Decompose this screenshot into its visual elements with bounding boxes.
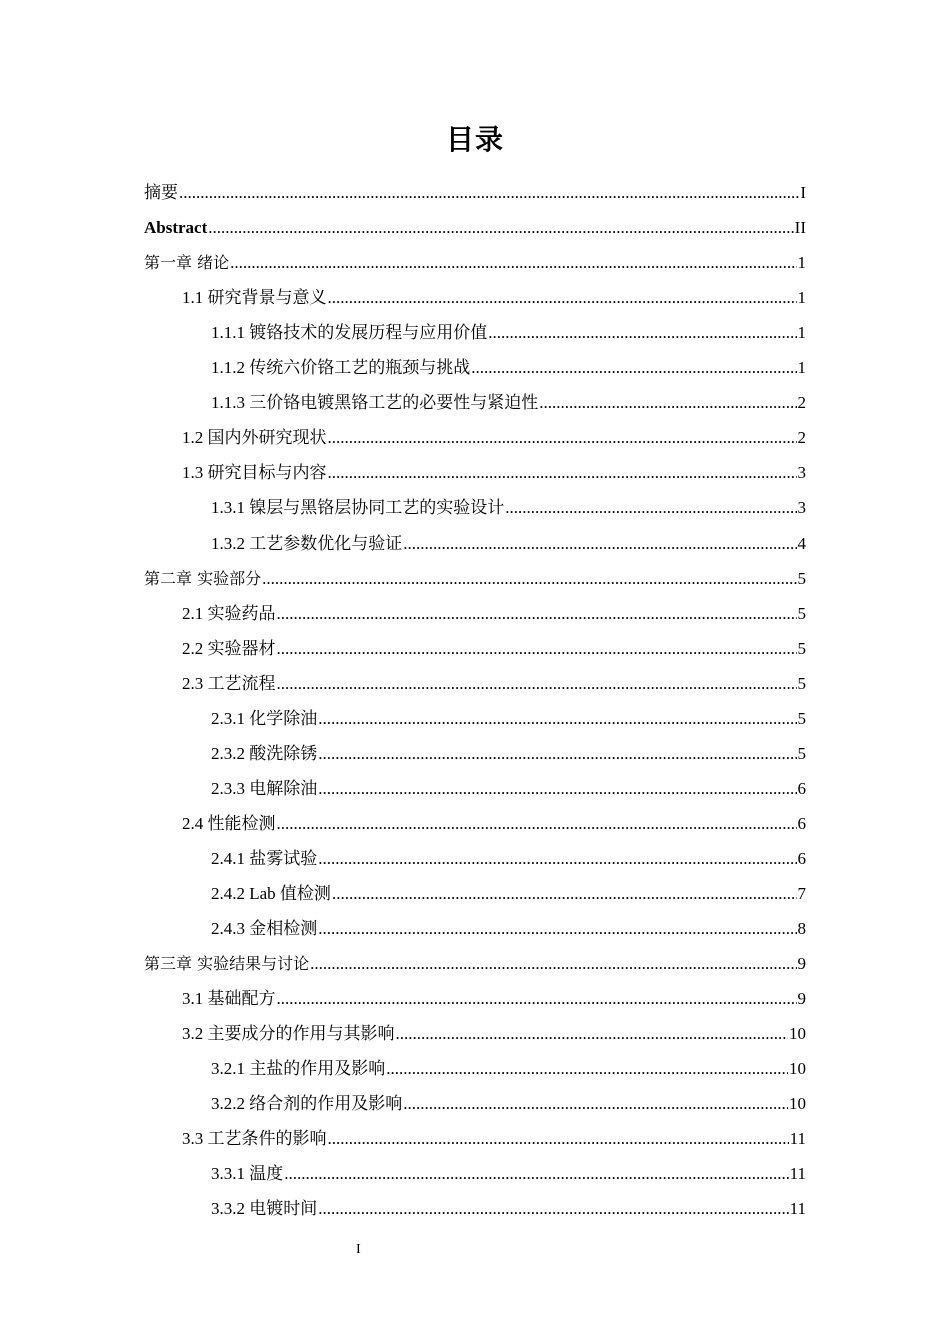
dot-leader <box>403 533 796 555</box>
toc-entry-page: 5 <box>797 708 806 728</box>
toc-entry-label: 2.4 性能检测 <box>182 813 276 833</box>
toc-entry[interactable] <box>144 941 806 975</box>
dot-leader <box>505 497 796 519</box>
toc-entry[interactable] <box>211 345 806 379</box>
dot-leader <box>328 462 797 484</box>
toc-entry-page: 5 <box>797 673 806 693</box>
dot-leader <box>318 848 796 870</box>
toc-entry-label: 2.4.2 Lab 值检测 <box>211 884 331 903</box>
toc-entry-page: 5 <box>797 638 806 658</box>
dot-leader <box>328 287 797 309</box>
toc-entry-label: 2.1 实验药品 <box>182 603 276 623</box>
toc-entry-page: 8 <box>797 919 806 939</box>
toc-entry-label: 1.3.2 工艺参数优化与验证 <box>211 533 403 553</box>
toc-entry[interactable] <box>182 1116 806 1150</box>
toc-entry-label: 3.2 主要成分的作用与其影响 <box>182 1024 395 1044</box>
toc-entry-label: 3.1 基础配方 <box>182 989 276 1009</box>
toc-entry-label: 2.4.1 盐雾试验 <box>211 848 318 868</box>
toc-entry-page: 6 <box>797 778 806 798</box>
toc-entry-page: 10 <box>789 1024 806 1044</box>
toc-entry-label: 1.1.3 三价铬电镀黑铬工艺的必要性与紧迫性 <box>211 393 539 413</box>
toc-entry[interactable] <box>211 380 806 414</box>
toc-entry-page: 2 <box>797 393 806 413</box>
toc-entry-label: 1.1 研究背景与意义 <box>182 288 327 308</box>
dot-leader <box>277 673 797 695</box>
toc-entry-label: 1.1.2 传统六价铬工艺的瓶颈与挑战 <box>211 358 471 378</box>
toc-entry-page: 2 <box>797 428 806 448</box>
toc-entry-label: 摘要 <box>144 183 178 202</box>
dot-leader <box>328 1128 789 1150</box>
toc-entry-page: 11 <box>789 1199 806 1219</box>
toc-entry[interactable] <box>211 906 806 940</box>
dot-leader <box>318 778 796 800</box>
toc-entry-page: 10 <box>789 1059 806 1079</box>
toc-entry[interactable] <box>211 696 806 730</box>
toc-entry[interactable] <box>144 170 806 204</box>
toc-entry[interactable] <box>211 766 806 800</box>
toc-entry-page: 4 <box>797 533 806 553</box>
toc-entry[interactable] <box>182 626 806 660</box>
toc-entry-label: Abstract <box>144 218 208 238</box>
toc-entry-page: 3 <box>797 498 806 518</box>
toc-entry-label: 2.3.3 电解除油 <box>211 778 318 798</box>
toc-entry-page: 3 <box>797 463 806 483</box>
toc-entry[interactable] <box>211 1151 806 1185</box>
toc-entry-label: 2.4.3 金相检测 <box>211 919 318 939</box>
toc-entry[interactable] <box>211 521 806 555</box>
toc-entry[interactable] <box>182 591 806 625</box>
dot-leader <box>284 1163 788 1185</box>
toc-entry[interactable] <box>182 275 806 309</box>
dot-leader <box>318 708 796 730</box>
toc-entry-page: 6 <box>797 813 806 833</box>
toc-entry[interactable] <box>211 1046 806 1080</box>
toc-entry-label: 3.2.1 主盐的作用及影响 <box>211 1059 386 1079</box>
toc-entry[interactable] <box>211 485 806 519</box>
toc-entry[interactable] <box>182 661 806 695</box>
toc-entry-page: 5 <box>797 568 806 588</box>
toc-entry-page: II <box>794 218 806 238</box>
toc-entry[interactable] <box>144 556 806 590</box>
toc-entry-page: 11 <box>789 1164 806 1184</box>
dot-leader <box>318 918 796 940</box>
toc-entry-label: 1.1.1 镀铬技术的发展历程与应用价值 <box>211 323 488 343</box>
toc-entry[interactable] <box>182 1011 806 1045</box>
toc-entry[interactable] <box>211 836 806 870</box>
page-number: I <box>356 1242 361 1257</box>
toc-entry-label: 1.3.1 镍层与黑铬层协同工艺的实验设计 <box>211 498 505 518</box>
toc-entry-page: I <box>800 183 806 202</box>
toc-entry-page: 1 <box>797 253 806 273</box>
dot-leader <box>310 953 796 975</box>
toc-entry[interactable] <box>211 1081 806 1115</box>
toc-entry[interactable] <box>211 310 806 344</box>
toc-entry-page: 10 <box>789 1094 806 1114</box>
toc-entry[interactable] <box>182 801 806 835</box>
toc-entry[interactable] <box>211 871 806 905</box>
toc-entry-page: 6 <box>797 848 806 868</box>
toc-title: 目录 <box>445 123 504 156</box>
toc-entry[interactable] <box>182 450 806 484</box>
toc-entry[interactable] <box>182 976 806 1010</box>
toc-entry-label: 2.3 工艺流程 <box>182 673 276 693</box>
toc-entry-label: 2.2 实验器材 <box>182 638 276 658</box>
toc-entry-page: 5 <box>797 743 806 763</box>
dot-leader <box>277 638 797 660</box>
dot-leader <box>396 1023 789 1045</box>
toc-entry-page: 5 <box>797 603 806 623</box>
toc-entry-page: 9 <box>797 954 806 974</box>
toc-entry-label: 3.3.1 温度 <box>211 1164 284 1184</box>
dot-leader <box>277 988 797 1010</box>
toc-entry-label: 第一章 绪论 <box>144 253 230 273</box>
toc-entry-label: 2.3.2 酸洗除锈 <box>211 743 318 763</box>
dot-leader <box>488 322 796 344</box>
toc-entry-page: 1 <box>797 358 806 378</box>
toc-entry-label: 1.3 研究目标与内容 <box>182 463 327 483</box>
dot-leader <box>208 217 793 239</box>
dot-leader <box>403 1093 788 1115</box>
toc-entry-page: 9 <box>797 989 806 1009</box>
toc-entry[interactable] <box>211 731 806 765</box>
dot-leader <box>332 883 797 905</box>
dot-leader <box>471 357 796 379</box>
dot-leader <box>262 568 796 590</box>
dot-leader <box>277 813 797 835</box>
toc-entry-page: 1 <box>797 288 806 308</box>
toc-entry-page: 11 <box>789 1129 806 1149</box>
toc-entry-label: 3.2.2 络合剂的作用及影响 <box>211 1094 403 1114</box>
dot-leader <box>539 392 796 414</box>
toc-entry-page: 1 <box>797 323 806 343</box>
toc-entry-label: 3.3.2 电镀时间 <box>211 1199 318 1219</box>
toc-entry-label: 1.2 国内外研究现状 <box>182 428 327 448</box>
toc-entry[interactable] <box>144 205 806 239</box>
toc-entry-label: 3.3 工艺条件的影响 <box>182 1129 327 1149</box>
toc-entry-page: 7 <box>797 884 806 903</box>
toc-entry[interactable] <box>144 240 806 274</box>
toc-entry[interactable] <box>182 415 806 449</box>
toc-entry-label: 第二章 实验部分 <box>144 568 262 588</box>
dot-leader <box>179 182 799 204</box>
dot-leader <box>230 252 796 274</box>
toc-entry-label: 第三章 实验结果与讨论 <box>144 954 310 974</box>
dot-leader <box>277 603 797 625</box>
toc-entry[interactable] <box>211 1186 806 1220</box>
toc-entry-label: 2.3.1 化学除油 <box>211 708 318 728</box>
dot-leader <box>386 1058 788 1080</box>
dot-leader <box>328 427 797 449</box>
dot-leader <box>318 1198 788 1220</box>
dot-leader <box>318 743 796 765</box>
